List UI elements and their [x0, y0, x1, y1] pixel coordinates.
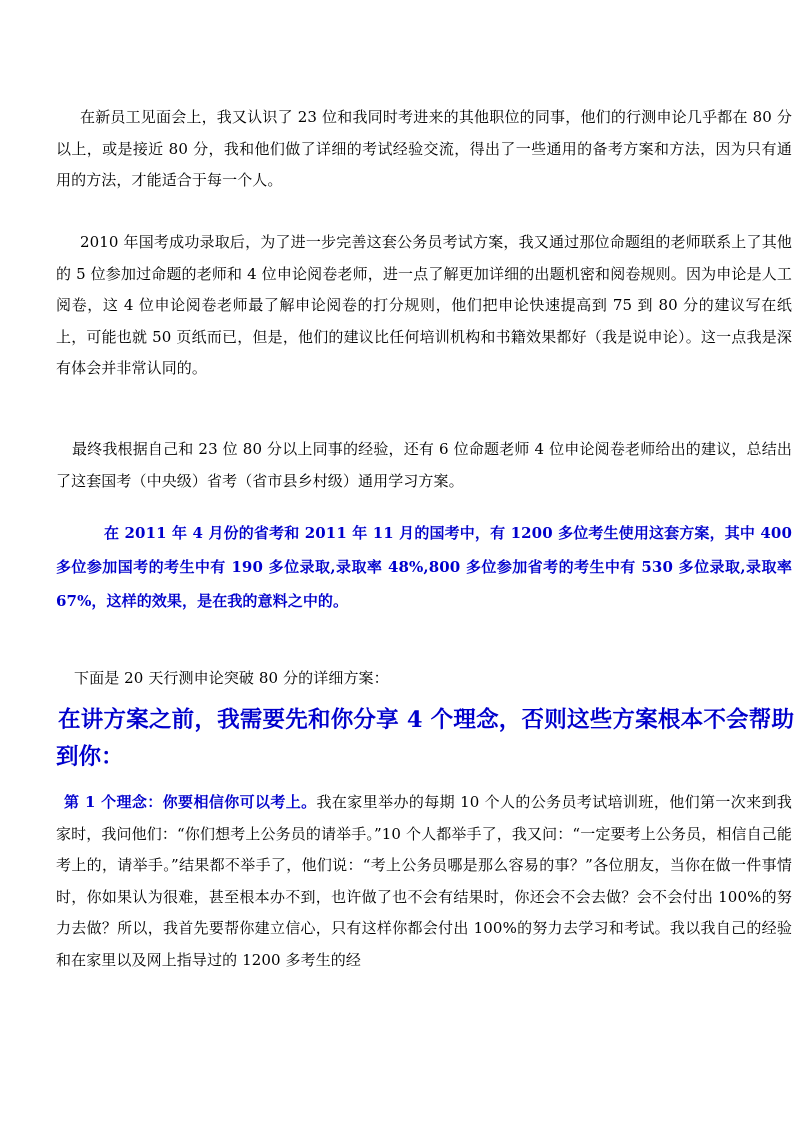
concept-1-body: 我在家里举办的每期 10 个人的公务员考试培训班，他们第一次来到我家时，我问他们：“你们想考上公务员的请举手。”10 个人都举手了，我又问：“一定要考上公务员，相信自己能考上的，请举手。”结果都不举手了，他们说：“考上公务员哪是那么容易的事？”各位朋友，当你在做一件事情时，你如果认为很难，甚至根本办不到，也许做了也不会有结果时，你还会不会去做？会不会付出 100%的努力去做？所以，我首先要帮你建立信心，只有这样你都会付出 100%的努力去学习和考试。我以我自己的经验和在家里以及网上指导过的 1200 多考生的经	[56, 793, 792, 969]
paragraph-results: 在 2011 年 4 月份的省考和 2011 年 11 月的国考中，有 1200 多位考生使用这套方案，其中 400 多位参加国考的考生中有 190 多位录取,录取率 48%,800 多位参加省考的考生中有 530 多位录取,录取率 67%，这样的效果，是在我的意料之中的。	[56, 524, 792, 610]
section-heading	[56, 702, 794, 776]
paragraph-plan-intro: 下面是 20 天行测申论突破 80 分的详细方案：	[74, 669, 389, 687]
paragraph-summary: 最终我根据自己和 23 位 80 分以上同事的经验，还有 6 位命题老师 4 位申论阅卷老师给出的建议，总结出了这套国考（中央级）省考（省市县乡村级）通用学习方案。	[56, 440, 792, 490]
paragraph-concept-1	[56, 787, 792, 976]
concept-1-title: 第 1 个理念：你要相信你可以考上。	[64, 793, 317, 811]
paragraph-examiners: 2010 年国考成功录取后，为了进一步完善这套公务员考试方案，我又通过那位命题组的老师联系上了其他的 5 位参加过命题的老师和 4 位申论阅卷老师，进一点了解更加详细的出题机密和阅卷规则。因为申论是人工阅卷，这 4 位申论阅卷老师最了解申论阅卷的打分规则，他们把申论快速提高到 75 到 80 分的建议写在纸上，可能也就 50 页纸而已，但是，他们的建议比任何培训机构和书籍效果都好（我是说申论）。这一点我是深有体会并非常认同的。	[56, 233, 792, 377]
paragraph-colleagues: 在新员工见面会上，我又认识了 23 位和我同时考进来的其他职位的同事，他们的行测申论几乎都在 80 分以上，或是接近 80 分，我和他们做了详细的考试经验交流，得出了一些通用的备考方案和方法，因为只有通用的方法，才能适合于每一个人。	[56, 108, 792, 189]
section-heading-text: 在讲方案之前，我需要先和你分享 4 个理念，否则这些方案根本不会帮助到你：	[56, 707, 794, 770]
